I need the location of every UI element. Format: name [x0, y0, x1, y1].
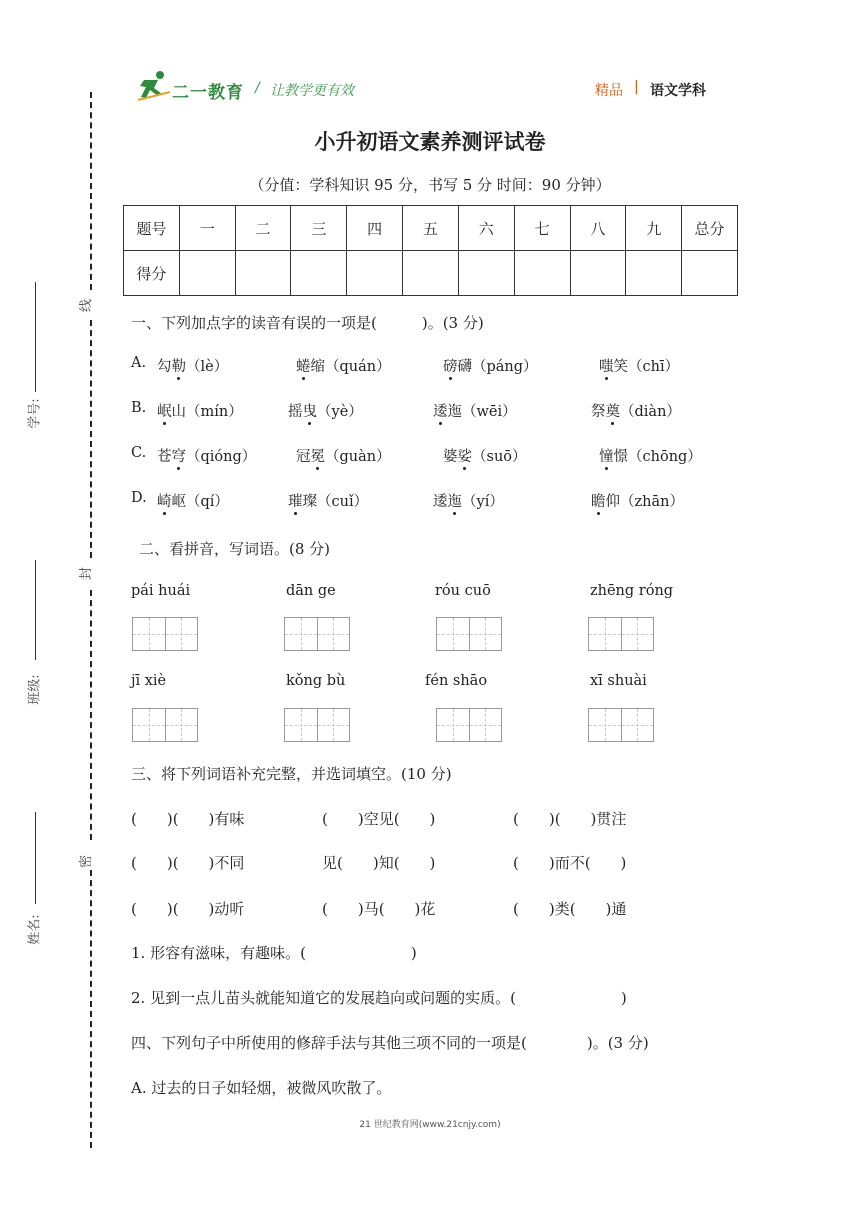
q1-option-b — [131, 400, 146, 416]
q1-option-d-item-2 — [288, 490, 368, 511]
q1-option-a-item-4 — [599, 355, 679, 376]
q2-writing-grid-3[interactable] — [436, 617, 502, 651]
pinyin: （chōng） — [628, 449, 702, 465]
dotted-char: 逶 — [433, 404, 448, 420]
word-part: 勾 — [157, 359, 172, 375]
q1-option-c — [131, 445, 146, 461]
q3-idiom: ( )马( )花 — [322, 900, 436, 918]
score-cell-blank[interactable] — [179, 251, 235, 296]
q3-idiom: ( )类( )通 — [513, 900, 627, 918]
q2-writing-grid-5[interactable] — [132, 708, 198, 742]
dotted-char: 穹 — [171, 449, 186, 465]
word-part: 山 — [171, 404, 186, 420]
dotted-char: 嗤 — [599, 359, 614, 375]
q2-pinyin-6: kǒng bù — [286, 673, 346, 689]
pinyin: （wēi） — [462, 404, 517, 420]
score-cell-blank[interactable] — [626, 251, 682, 296]
dotted-char: 璀 — [288, 494, 303, 510]
q1-option-a-item-3 — [443, 355, 538, 376]
score-cell-header: 六 — [458, 206, 514, 251]
page-footer: 21 世纪教育网(www.21cnjy.com) — [359, 1120, 501, 1130]
tag-separator: | — [634, 79, 639, 95]
pinyin: （lè） — [186, 359, 229, 375]
slogan: 让教学更有效 — [270, 83, 354, 99]
q2-writing-grid-6[interactable] — [284, 708, 350, 742]
q1-option-a-item-1 — [157, 355, 228, 376]
q1-option-c-item-1 — [157, 445, 256, 466]
header-logo — [136, 70, 246, 104]
q1-option-d-item-1 — [157, 490, 229, 511]
option-letter: B. — [131, 400, 147, 416]
q1-option-a — [131, 355, 146, 371]
q2-writing-grid-1[interactable] — [132, 617, 198, 651]
q3-stem: 三、将下列词语补充完整，并选词填空。(10 分) — [131, 765, 452, 783]
pinyin: （qióng） — [186, 449, 257, 465]
page-subtitle: （分值：学科知识 95 分，书写 5 分 时间：90 分钟） — [249, 176, 611, 194]
score-cell-header: 七 — [514, 206, 570, 251]
pinyin: （páng） — [472, 359, 538, 375]
pinyin: （chī） — [628, 359, 680, 375]
pinyin: （mín） — [186, 404, 243, 420]
pinyin: （cuǐ） — [317, 494, 369, 510]
word-part: 迤 — [447, 404, 462, 420]
pinyin: （yí） — [462, 494, 504, 510]
word-part: 缩 — [310, 359, 325, 375]
score-cell-blank[interactable] — [570, 251, 626, 296]
word-part: 婆 — [443, 449, 458, 465]
score-cell-blank[interactable] — [682, 251, 738, 296]
q3-idiom: ( )空见( ) — [322, 810, 436, 828]
binding-mark-seal: 封 — [79, 566, 95, 581]
score-cell-blank[interactable] — [514, 251, 570, 296]
q4-option-a: A. 过去的日子如轻烟，被微风吹散了。 — [131, 1079, 392, 1097]
dotted-char: 蜷 — [296, 359, 311, 375]
q1-option-d-item-3 — [433, 490, 504, 511]
q1-option-d — [131, 490, 147, 506]
word-part: 祭 — [591, 404, 606, 420]
q3-idiom: ( )( )贯注 — [513, 810, 627, 828]
q3-idiom: ( )( )动听 — [131, 900, 245, 918]
q1-option-b-item-2 — [288, 400, 363, 421]
q3-idiom: ( )( )不同 — [131, 854, 245, 872]
slogan-separator: / — [255, 80, 260, 96]
pinyin: （zhān） — [620, 494, 684, 510]
q3-idiom: ( )( )有味 — [131, 810, 245, 828]
pinyin: （suō） — [472, 449, 527, 465]
class-label: 班级: — [27, 674, 43, 705]
q3-fill-2: 2. 见到一点儿苗头就能知道它的发展趋向或问题的实质。( ) — [131, 989, 627, 1007]
q2-pinyin-5: jī xiè — [131, 673, 167, 689]
binding-line-2 — [90, 320, 92, 558]
word-part: 岖 — [171, 494, 186, 510]
q2-pinyin-3: róu cuō — [435, 583, 491, 599]
score-cell-header: 九 — [626, 206, 682, 251]
binding-line-3 — [90, 590, 92, 840]
word-part: 仰 — [605, 494, 620, 510]
word-part: 逶 — [433, 494, 448, 510]
q2-pinyin-8: xī shuài — [590, 673, 647, 689]
score-cell-header: 二 — [235, 206, 291, 251]
q1-option-c-item-4 — [599, 445, 702, 466]
tag-premium: 精品 — [595, 83, 623, 99]
score-table-score-row — [124, 251, 738, 296]
option-letter: D. — [131, 490, 147, 506]
q2-writing-grid-4[interactable] — [588, 617, 654, 651]
q2-pinyin-2: dān ge — [286, 583, 336, 599]
dotted-char: 曳 — [302, 404, 317, 420]
q3-idiom: 见( )知( ) — [322, 854, 436, 872]
q3-idiom: ( )而不( ) — [513, 854, 627, 872]
pinyin: （qí） — [186, 494, 229, 510]
score-table-header-row — [124, 206, 738, 251]
score-cell-blank[interactable] — [347, 251, 403, 296]
q1-option-d-item-4 — [591, 490, 684, 511]
q2-pinyin-4: zhēng róng — [590, 583, 674, 599]
word-part: 礴 — [457, 359, 472, 375]
q2-writing-grid-7[interactable] — [436, 708, 502, 742]
tag-subject: 语文学科 — [650, 83, 706, 99]
option-letter: A. — [131, 355, 147, 371]
pinyin: （quán） — [325, 359, 391, 375]
score-cell-header: 八 — [570, 206, 626, 251]
score-cell-blank[interactable] — [235, 251, 291, 296]
score-cell-header: 四 — [347, 206, 403, 251]
q1-option-b-item-4 — [591, 400, 681, 421]
q3-fill-1: 1. 形容有滋味，有趣味。( ) — [131, 944, 417, 962]
binding-mark-secret: 密 — [79, 854, 95, 869]
class-rule — [35, 560, 36, 660]
q2-pinyin-7: fén shāo — [425, 673, 488, 689]
dotted-char: 岷 — [157, 404, 172, 420]
q1-option-b-item-3 — [433, 400, 517, 421]
pinyin: （guàn） — [325, 449, 391, 465]
q1-option-b-item-1 — [157, 400, 243, 421]
q1-stem: 一、下列加点字的读音有误的一项是( )。(3 分) — [131, 314, 484, 332]
score-cell-blank[interactable] — [458, 251, 514, 296]
score-table — [123, 205, 738, 296]
dotted-char: 憧 — [599, 449, 614, 465]
score-cell-header: 总分 — [682, 206, 738, 251]
score-cell-header: 三 — [291, 206, 347, 251]
score-cell-blank[interactable] — [291, 251, 347, 296]
binding-line-1 — [90, 92, 92, 290]
name-label: 姓名: — [27, 914, 43, 945]
name-rule — [35, 812, 36, 904]
page-title: 小升初语文素养测评试卷 — [314, 130, 546, 154]
word-part: 苍 — [157, 449, 172, 465]
word-part: 冠 — [296, 449, 311, 465]
score-row-label: 得分 — [124, 251, 180, 296]
option-letter: C. — [131, 445, 147, 461]
score-cell-header: 题号 — [124, 206, 180, 251]
q1-option-a-item-2 — [296, 355, 391, 376]
pinyin: （yè） — [317, 404, 363, 420]
word-part: 憬 — [613, 449, 628, 465]
score-cell-header: 五 — [403, 206, 459, 251]
q4-stem: 四、下列句子中所使用的修辞手法与其他三项不同的一项是( )。(3 分) — [131, 1034, 649, 1052]
binding-line-4 — [90, 870, 92, 1148]
dotted-char: 奠 — [605, 404, 620, 420]
q2-writing-grid-8[interactable] — [588, 708, 654, 742]
q2-writing-grid-2[interactable] — [284, 617, 350, 651]
dotted-char: 磅 — [443, 359, 458, 375]
student-id-rule — [35, 282, 36, 392]
q2-pinyin-1: pái huái — [131, 583, 191, 599]
dotted-char: 崎 — [157, 494, 172, 510]
student-id-label: 学号: — [27, 398, 43, 429]
pinyin: （diàn） — [620, 404, 681, 420]
score-cell-header: 一 — [179, 206, 235, 251]
binding-mark-line: 线 — [79, 298, 95, 313]
word-part: 摇 — [288, 404, 303, 420]
score-cell-blank[interactable] — [403, 251, 459, 296]
dotted-char: 迤 — [447, 494, 462, 510]
q1-option-c-item-3 — [443, 445, 527, 466]
dotted-char: 冕 — [310, 449, 325, 465]
word-part: 笑 — [613, 359, 628, 375]
dotted-char: 瞻 — [591, 494, 606, 510]
dotted-char: 勒 — [171, 359, 186, 375]
q1-option-c-item-2 — [296, 445, 391, 466]
logo-text: 二一教育 — [172, 83, 244, 103]
word-part: 璨 — [302, 494, 317, 510]
dotted-char: 娑 — [457, 449, 472, 465]
runner-logo-icon — [136, 70, 172, 102]
q2-stem: 二、看拼音，写词语。(8 分) — [139, 540, 331, 558]
